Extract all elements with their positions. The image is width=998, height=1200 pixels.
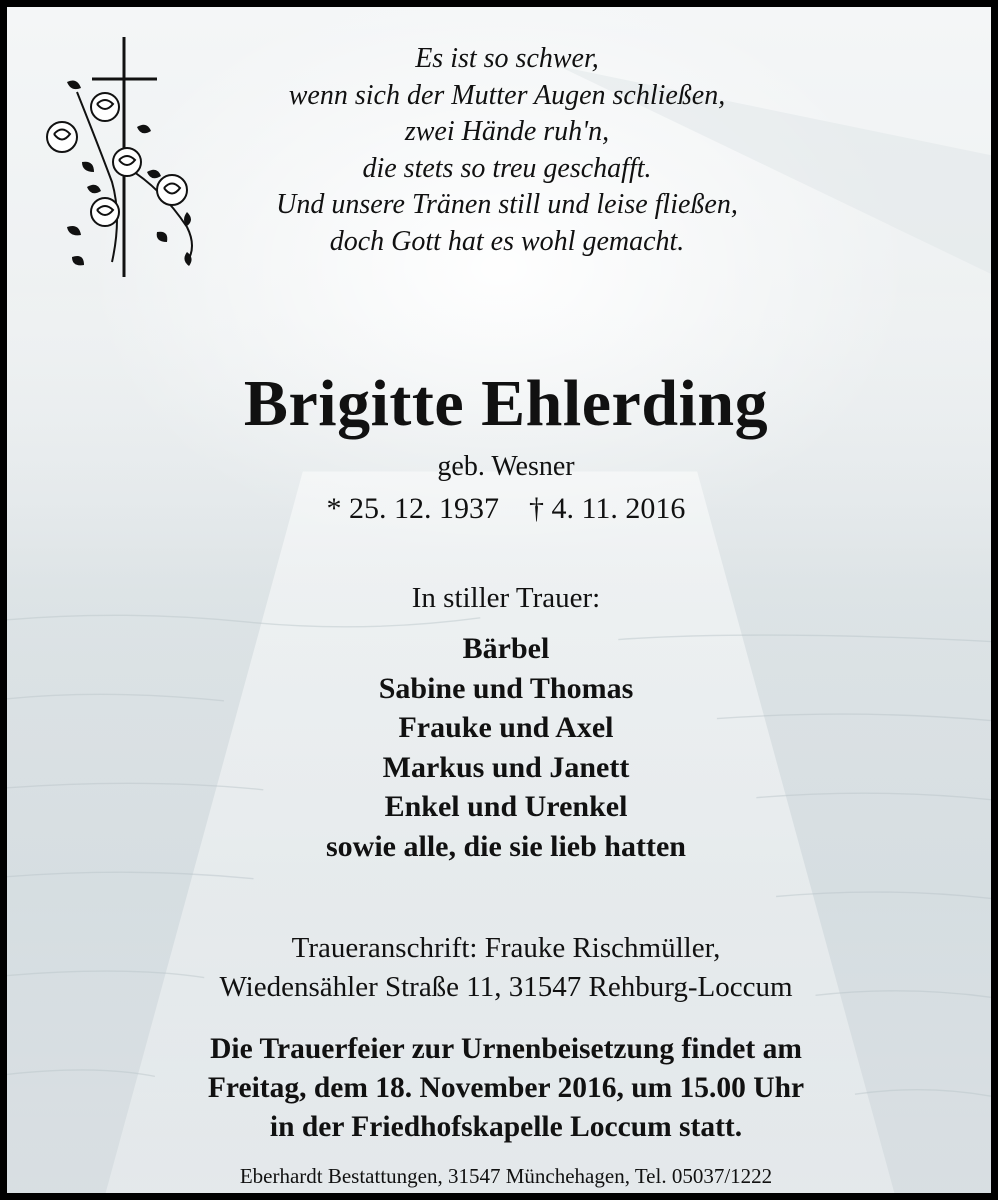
ceremony-line: Freitag, dem 18. November 2016, um 15.00 Uhr bbox=[207, 1072, 805, 1104]
poem-line: Und unsere Tränen still und leise fließen, bbox=[276, 189, 738, 220]
poem-line: die stets so treu geschafft. bbox=[362, 152, 652, 184]
poem-line: Es ist so schwer, bbox=[415, 43, 599, 74]
poem bbox=[197, 41, 817, 260]
deceased-name: Brigitte Ehlerding bbox=[243, 367, 769, 440]
ceremony-line: in der Friedhofskapelle Loccum statt. bbox=[269, 1111, 743, 1143]
poem-line: wenn sich der Mutter Augen schließen, bbox=[288, 79, 726, 111]
mourner-name: Enkel und Urenkel bbox=[384, 790, 628, 824]
mourner-name: sowie alle, die sie lieb hatten bbox=[326, 829, 686, 863]
mourner-name: Markus und Janett bbox=[382, 750, 630, 784]
mourning-address bbox=[7, 929, 998, 1007]
mourning-intro: In stiller Trauer: bbox=[411, 582, 601, 614]
life-dates: * 25. 12. 1937 † 4. 11. 2016 bbox=[326, 492, 686, 525]
birth-name: geb. Wesner bbox=[437, 451, 575, 482]
address-line: Traueranschrift: Frauke Rischmüller, bbox=[291, 932, 721, 964]
ceremony-info bbox=[7, 1030, 998, 1147]
funeral-home-footer: Eberhardt Bestattungen, 31547 Münchehagen, Tel. 05037/1222 bbox=[239, 1164, 773, 1188]
mourner-name: Bärbel bbox=[462, 632, 550, 665]
poem-line: zwei Hände ruh'n, bbox=[404, 116, 610, 147]
cross-with-roses-icon bbox=[37, 32, 212, 282]
mourner-name: Frauke und Axel bbox=[398, 711, 614, 745]
mourners-list bbox=[7, 629, 998, 867]
poem-line: doch Gott hat es wohl gemacht. bbox=[329, 225, 685, 257]
mourner-name: Sabine und Thomas bbox=[378, 671, 634, 705]
address-line: Wiedensähler Straße 11, 31547 Rehburg-Loccum bbox=[219, 971, 793, 1003]
ceremony-line: Die Trauerfeier zur Urnenbeisetzung findet am bbox=[210, 1033, 802, 1065]
